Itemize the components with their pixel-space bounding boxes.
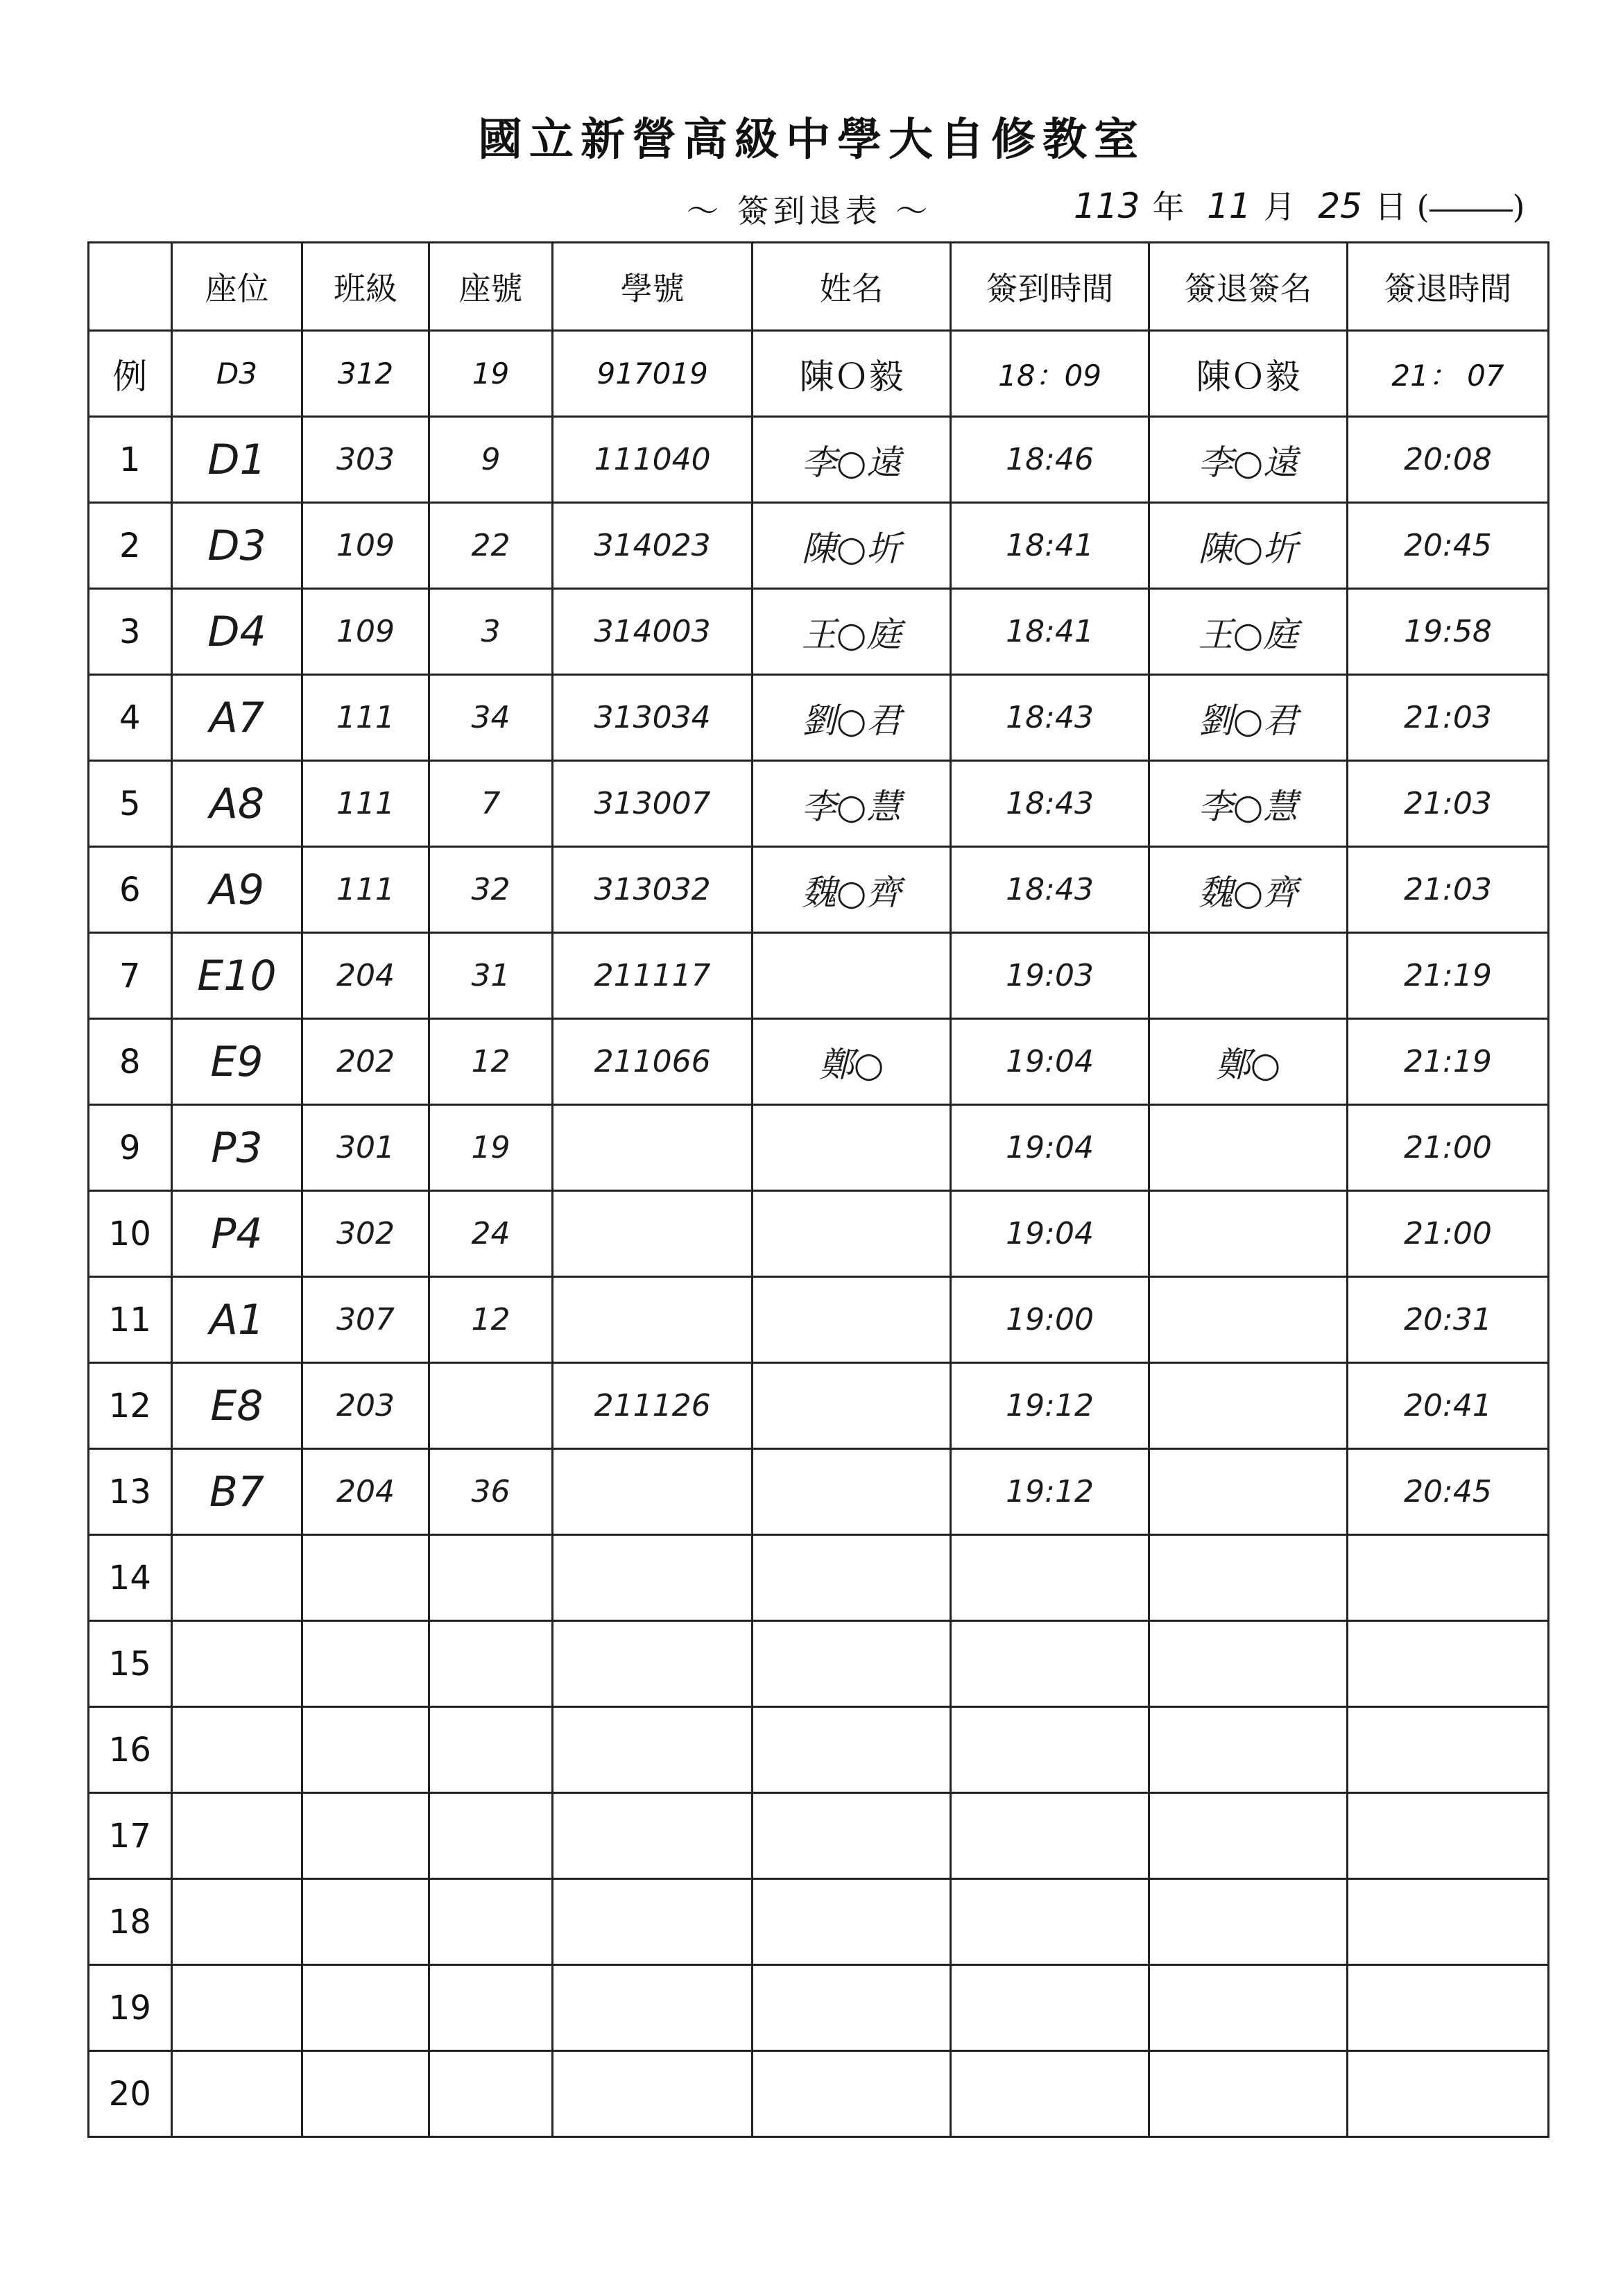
cell-checkout-time: 21:03	[1347, 675, 1548, 761]
cell-checkin: 18:46	[951, 417, 1149, 503]
cell-checkin: 19:12	[951, 1449, 1149, 1535]
cell-class	[302, 2051, 429, 2137]
header-seat: 座位	[171, 243, 302, 331]
cell-checkout-sign	[1149, 1707, 1348, 1793]
cell-checkin: 19:03	[951, 933, 1149, 1019]
table-row	[89, 1621, 1549, 1707]
cell-class: 204	[302, 1449, 429, 1535]
example-checkin: 18：09	[951, 331, 1149, 417]
cell-checkin: 19:00	[951, 1277, 1149, 1363]
cell-checkin: 19:04	[951, 1191, 1149, 1277]
date-line	[1061, 182, 1525, 228]
cell-name: 李○慧	[753, 761, 951, 847]
cell-name	[753, 1793, 951, 1879]
cell-checkin	[951, 1707, 1149, 1793]
table-row	[89, 1191, 1549, 1277]
cell-seat: A7	[171, 675, 302, 761]
cell-student-id: 313032	[553, 847, 753, 933]
cell-checkin	[951, 2051, 1149, 2137]
cell-class: 204	[302, 933, 429, 1019]
cell-checkout-sign	[1149, 1363, 1348, 1449]
cell-checkout-sign: 鄭○	[1149, 1019, 1348, 1105]
cell-checkout-sign	[1149, 1621, 1348, 1707]
cell-class	[302, 1879, 429, 1965]
cell-student-id	[553, 2051, 753, 2137]
cell-class: 307	[302, 1277, 429, 1363]
cell-checkout-time	[1347, 1621, 1548, 1707]
table-row	[89, 1019, 1549, 1105]
cell-checkout-sign: 魏○齊	[1149, 847, 1348, 933]
row-number: 3	[89, 589, 172, 675]
cell-checkout-sign	[1149, 933, 1348, 1019]
cell-name: 鄭○	[753, 1019, 951, 1105]
cell-student-id: 313034	[553, 675, 753, 761]
cell-name	[753, 1105, 951, 1191]
cell-checkout-sign	[1149, 2051, 1348, 2137]
cell-seat: E9	[171, 1019, 302, 1105]
row-number: 4	[89, 675, 172, 761]
row-number: 11	[89, 1277, 172, 1363]
cell-student-id	[553, 1793, 753, 1879]
header-checkin-time: 簽到時間	[951, 243, 1149, 331]
cell-checkout-time	[1347, 1535, 1548, 1621]
cell-checkin	[951, 1535, 1149, 1621]
cell-checkout-time: 21:19	[1347, 1019, 1548, 1105]
cell-seat	[171, 1793, 302, 1879]
header-row	[89, 243, 1549, 331]
cell-student-id	[553, 1535, 753, 1621]
cell-name	[753, 1707, 951, 1793]
cell-seat: E10	[171, 933, 302, 1019]
header-student-id: 學號	[553, 243, 753, 331]
cell-class: 109	[302, 589, 429, 675]
cell-number: 22	[429, 503, 552, 589]
cell-checkout-sign	[1149, 1879, 1348, 1965]
cell-seat: D1	[171, 417, 302, 503]
cell-number: 9	[429, 417, 552, 503]
row-number: 19	[89, 1965, 172, 2051]
cell-seat	[171, 1621, 302, 1707]
row-number: 8	[89, 1019, 172, 1105]
row-number: 17	[89, 1793, 172, 1879]
row-number: 16	[89, 1707, 172, 1793]
cell-checkout-time: 20:45	[1347, 503, 1548, 589]
cell-number	[429, 1707, 552, 1793]
table-row	[89, 503, 1549, 589]
cell-student-id: 211126	[553, 1363, 753, 1449]
table-row	[89, 589, 1549, 675]
row-number: 6	[89, 847, 172, 933]
row-number: 13	[89, 1449, 172, 1535]
cell-name	[753, 1277, 951, 1363]
cell-class	[302, 1535, 429, 1621]
cell-number: 31	[429, 933, 552, 1019]
date-month: 11	[1207, 186, 1251, 226]
example-checkout-sign: 陳Ｏ毅	[1149, 331, 1348, 417]
cell-class: 302	[302, 1191, 429, 1277]
cell-class: 111	[302, 675, 429, 761]
cell-student-id	[553, 1449, 753, 1535]
cell-class: 203	[302, 1363, 429, 1449]
cell-number: 32	[429, 847, 552, 933]
cell-name: 魏○齊	[753, 847, 951, 933]
date-month-unit: 月	[1263, 188, 1296, 225]
cell-checkin	[951, 1879, 1149, 1965]
cell-seat: E8	[171, 1363, 302, 1449]
page-title: 國立新營高級中學大自修教室	[478, 114, 1145, 166]
form-subtitle: ～ 簽到退表 ～	[687, 192, 932, 230]
table-row	[89, 1965, 1549, 2051]
cell-name	[753, 1879, 951, 1965]
cell-checkout-sign	[1149, 1965, 1348, 2051]
weekday-dash	[1429, 197, 1513, 222]
table-row	[89, 1535, 1549, 1621]
cell-class: 111	[302, 847, 429, 933]
table-row	[89, 761, 1549, 847]
cell-name: 李○遠	[753, 417, 951, 503]
row-number: 12	[89, 1363, 172, 1449]
cell-checkin: 18:41	[951, 503, 1149, 589]
cell-checkout-time: 19:58	[1347, 589, 1548, 675]
table-row	[89, 933, 1549, 1019]
date-year: 113	[1074, 186, 1140, 226]
table-row	[89, 417, 1549, 503]
cell-checkout-time: 20:08	[1347, 417, 1548, 503]
cell-number: 36	[429, 1449, 552, 1535]
row-number: 2	[89, 503, 172, 589]
row-number: 15	[89, 1621, 172, 1707]
cell-name: 劉○君	[753, 675, 951, 761]
cell-number	[429, 1363, 552, 1449]
cell-seat: A1	[171, 1277, 302, 1363]
cell-name	[753, 2051, 951, 2137]
cell-student-id	[553, 1965, 753, 2051]
table-row	[89, 1707, 1549, 1793]
cell-student-id	[553, 1277, 753, 1363]
example-seat: D3	[171, 331, 302, 417]
table-row	[89, 847, 1549, 933]
cell-checkout-time	[1347, 1793, 1548, 1879]
cell-number: 7	[429, 761, 552, 847]
header-checkout-sign: 簽退簽名	[1149, 243, 1348, 331]
cell-checkin: 18:43	[951, 847, 1149, 933]
table-row	[89, 1793, 1549, 1879]
cell-checkout-sign	[1149, 1191, 1348, 1277]
cell-checkout-time	[1347, 2051, 1548, 2137]
cell-checkout-sign: 王○庭	[1149, 589, 1348, 675]
cell-checkin	[951, 1793, 1149, 1879]
example-number: 19	[429, 331, 552, 417]
cell-name	[753, 1363, 951, 1449]
table-row	[89, 1449, 1549, 1535]
cell-class	[302, 1965, 429, 2051]
cell-checkout-time	[1347, 1707, 1548, 1793]
cell-checkout-time: 20:41	[1347, 1363, 1548, 1449]
cell-checkout-sign	[1149, 1105, 1348, 1191]
cell-number	[429, 1879, 552, 1965]
cell-checkout-sign	[1149, 1793, 1348, 1879]
table-row	[89, 1277, 1549, 1363]
cell-class: 301	[302, 1105, 429, 1191]
row-number: 10	[89, 1191, 172, 1277]
cell-class: 202	[302, 1019, 429, 1105]
cell-student-id: 211117	[553, 933, 753, 1019]
example-row	[89, 331, 1549, 417]
cell-checkout-sign: 劉○君	[1149, 675, 1348, 761]
example-class: 312	[302, 331, 429, 417]
cell-name	[753, 1965, 951, 2051]
example-name: 陳Ｏ毅	[753, 331, 951, 417]
cell-name	[753, 1621, 951, 1707]
cell-checkout-time: 20:31	[1347, 1277, 1548, 1363]
cell-checkout-sign	[1149, 1277, 1348, 1363]
cell-checkin	[951, 1621, 1149, 1707]
cell-checkout-time: 21:00	[1347, 1105, 1548, 1191]
signin-table	[87, 241, 1549, 2138]
header-name: 姓名	[753, 243, 951, 331]
cell-class: 111	[302, 761, 429, 847]
cell-checkout-sign	[1149, 1449, 1348, 1535]
table-row	[89, 675, 1549, 761]
date-day-unit: 日	[1374, 188, 1407, 225]
cell-number: 3	[429, 589, 552, 675]
cell-student-id	[553, 1191, 753, 1277]
table-row	[89, 1363, 1549, 1449]
header-checkout-time: 簽退時間	[1347, 243, 1548, 331]
cell-student-id: 313007	[553, 761, 753, 847]
cell-checkout-sign: 李○遠	[1149, 417, 1348, 503]
weekday-open-paren: (	[1416, 188, 1429, 225]
cell-number	[429, 2051, 552, 2137]
example-student-id: 917019	[553, 331, 753, 417]
row-number: 9	[89, 1105, 172, 1191]
header-corner	[89, 243, 172, 331]
cell-name: 陳○圻	[753, 503, 951, 589]
cell-seat	[171, 2051, 302, 2137]
cell-name	[753, 1449, 951, 1535]
cell-class	[302, 1793, 429, 1879]
cell-seat: A9	[171, 847, 302, 933]
cell-name	[753, 1535, 951, 1621]
cell-seat: D4	[171, 589, 302, 675]
row-number: 7	[89, 933, 172, 1019]
example-checkout-time: 21： 07	[1347, 331, 1548, 417]
cell-checkin: 19:12	[951, 1363, 1149, 1449]
cell-checkin: 18:41	[951, 589, 1149, 675]
cell-seat: D3	[171, 503, 302, 589]
cell-checkout-time: 21:00	[1347, 1191, 1548, 1277]
cell-seat	[171, 1707, 302, 1793]
header-number: 座號	[429, 243, 552, 331]
example-label: 例	[89, 331, 172, 417]
row-number: 18	[89, 1879, 172, 1965]
row-number: 1	[89, 417, 172, 503]
cell-number: 19	[429, 1105, 552, 1191]
cell-checkout-sign: 陳○圻	[1149, 503, 1348, 589]
cell-class: 303	[302, 417, 429, 503]
cell-number	[429, 1535, 552, 1621]
cell-student-id	[553, 1105, 753, 1191]
cell-checkout-time	[1347, 1965, 1548, 2051]
cell-checkout-time: 20:45	[1347, 1449, 1548, 1535]
cell-number	[429, 1965, 552, 2051]
cell-number: 12	[429, 1019, 552, 1105]
cell-class	[302, 1707, 429, 1793]
cell-number	[429, 1793, 552, 1879]
cell-checkin: 18:43	[951, 675, 1149, 761]
table-row	[89, 1105, 1549, 1191]
cell-checkin: 19:04	[951, 1019, 1149, 1105]
cell-checkout-sign	[1149, 1535, 1348, 1621]
cell-name: 王○庭	[753, 589, 951, 675]
cell-checkout-time: 21:03	[1347, 847, 1548, 933]
cell-seat	[171, 1965, 302, 2051]
cell-number	[429, 1621, 552, 1707]
cell-checkout-time: 21:03	[1347, 761, 1548, 847]
cell-checkin: 19:04	[951, 1105, 1149, 1191]
row-number: 14	[89, 1535, 172, 1621]
table-row	[89, 1879, 1549, 1965]
cell-class: 109	[302, 503, 429, 589]
cell-number: 34	[429, 675, 552, 761]
date-day: 25	[1318, 186, 1362, 226]
cell-student-id: 314003	[553, 589, 753, 675]
cell-seat: P3	[171, 1105, 302, 1191]
cell-checkin	[951, 1965, 1149, 2051]
cell-student-id	[553, 1621, 753, 1707]
cell-class	[302, 1621, 429, 1707]
cell-number: 12	[429, 1277, 552, 1363]
weekday-close-paren: )	[1512, 188, 1525, 225]
cell-student-id	[553, 1879, 753, 1965]
table-row	[89, 2051, 1549, 2137]
cell-seat: P4	[171, 1191, 302, 1277]
cell-number: 24	[429, 1191, 552, 1277]
cell-name	[753, 933, 951, 1019]
cell-student-id: 111040	[553, 417, 753, 503]
row-number: 20	[89, 2051, 172, 2137]
cell-seat	[171, 1879, 302, 1965]
cell-seat: A8	[171, 761, 302, 847]
cell-checkout-time	[1347, 1879, 1548, 1965]
cell-seat	[171, 1535, 302, 1621]
cell-student-id: 314023	[553, 503, 753, 589]
cell-checkout-time: 21:19	[1347, 933, 1548, 1019]
date-year-unit: 年	[1152, 188, 1185, 225]
row-number: 5	[89, 761, 172, 847]
header-class: 班級	[302, 243, 429, 331]
cell-checkout-sign: 李○慧	[1149, 761, 1348, 847]
cell-student-id	[553, 1707, 753, 1793]
cell-name	[753, 1191, 951, 1277]
cell-student-id: 211066	[553, 1019, 753, 1105]
cell-checkin: 18:43	[951, 761, 1149, 847]
cell-seat: B7	[171, 1449, 302, 1535]
